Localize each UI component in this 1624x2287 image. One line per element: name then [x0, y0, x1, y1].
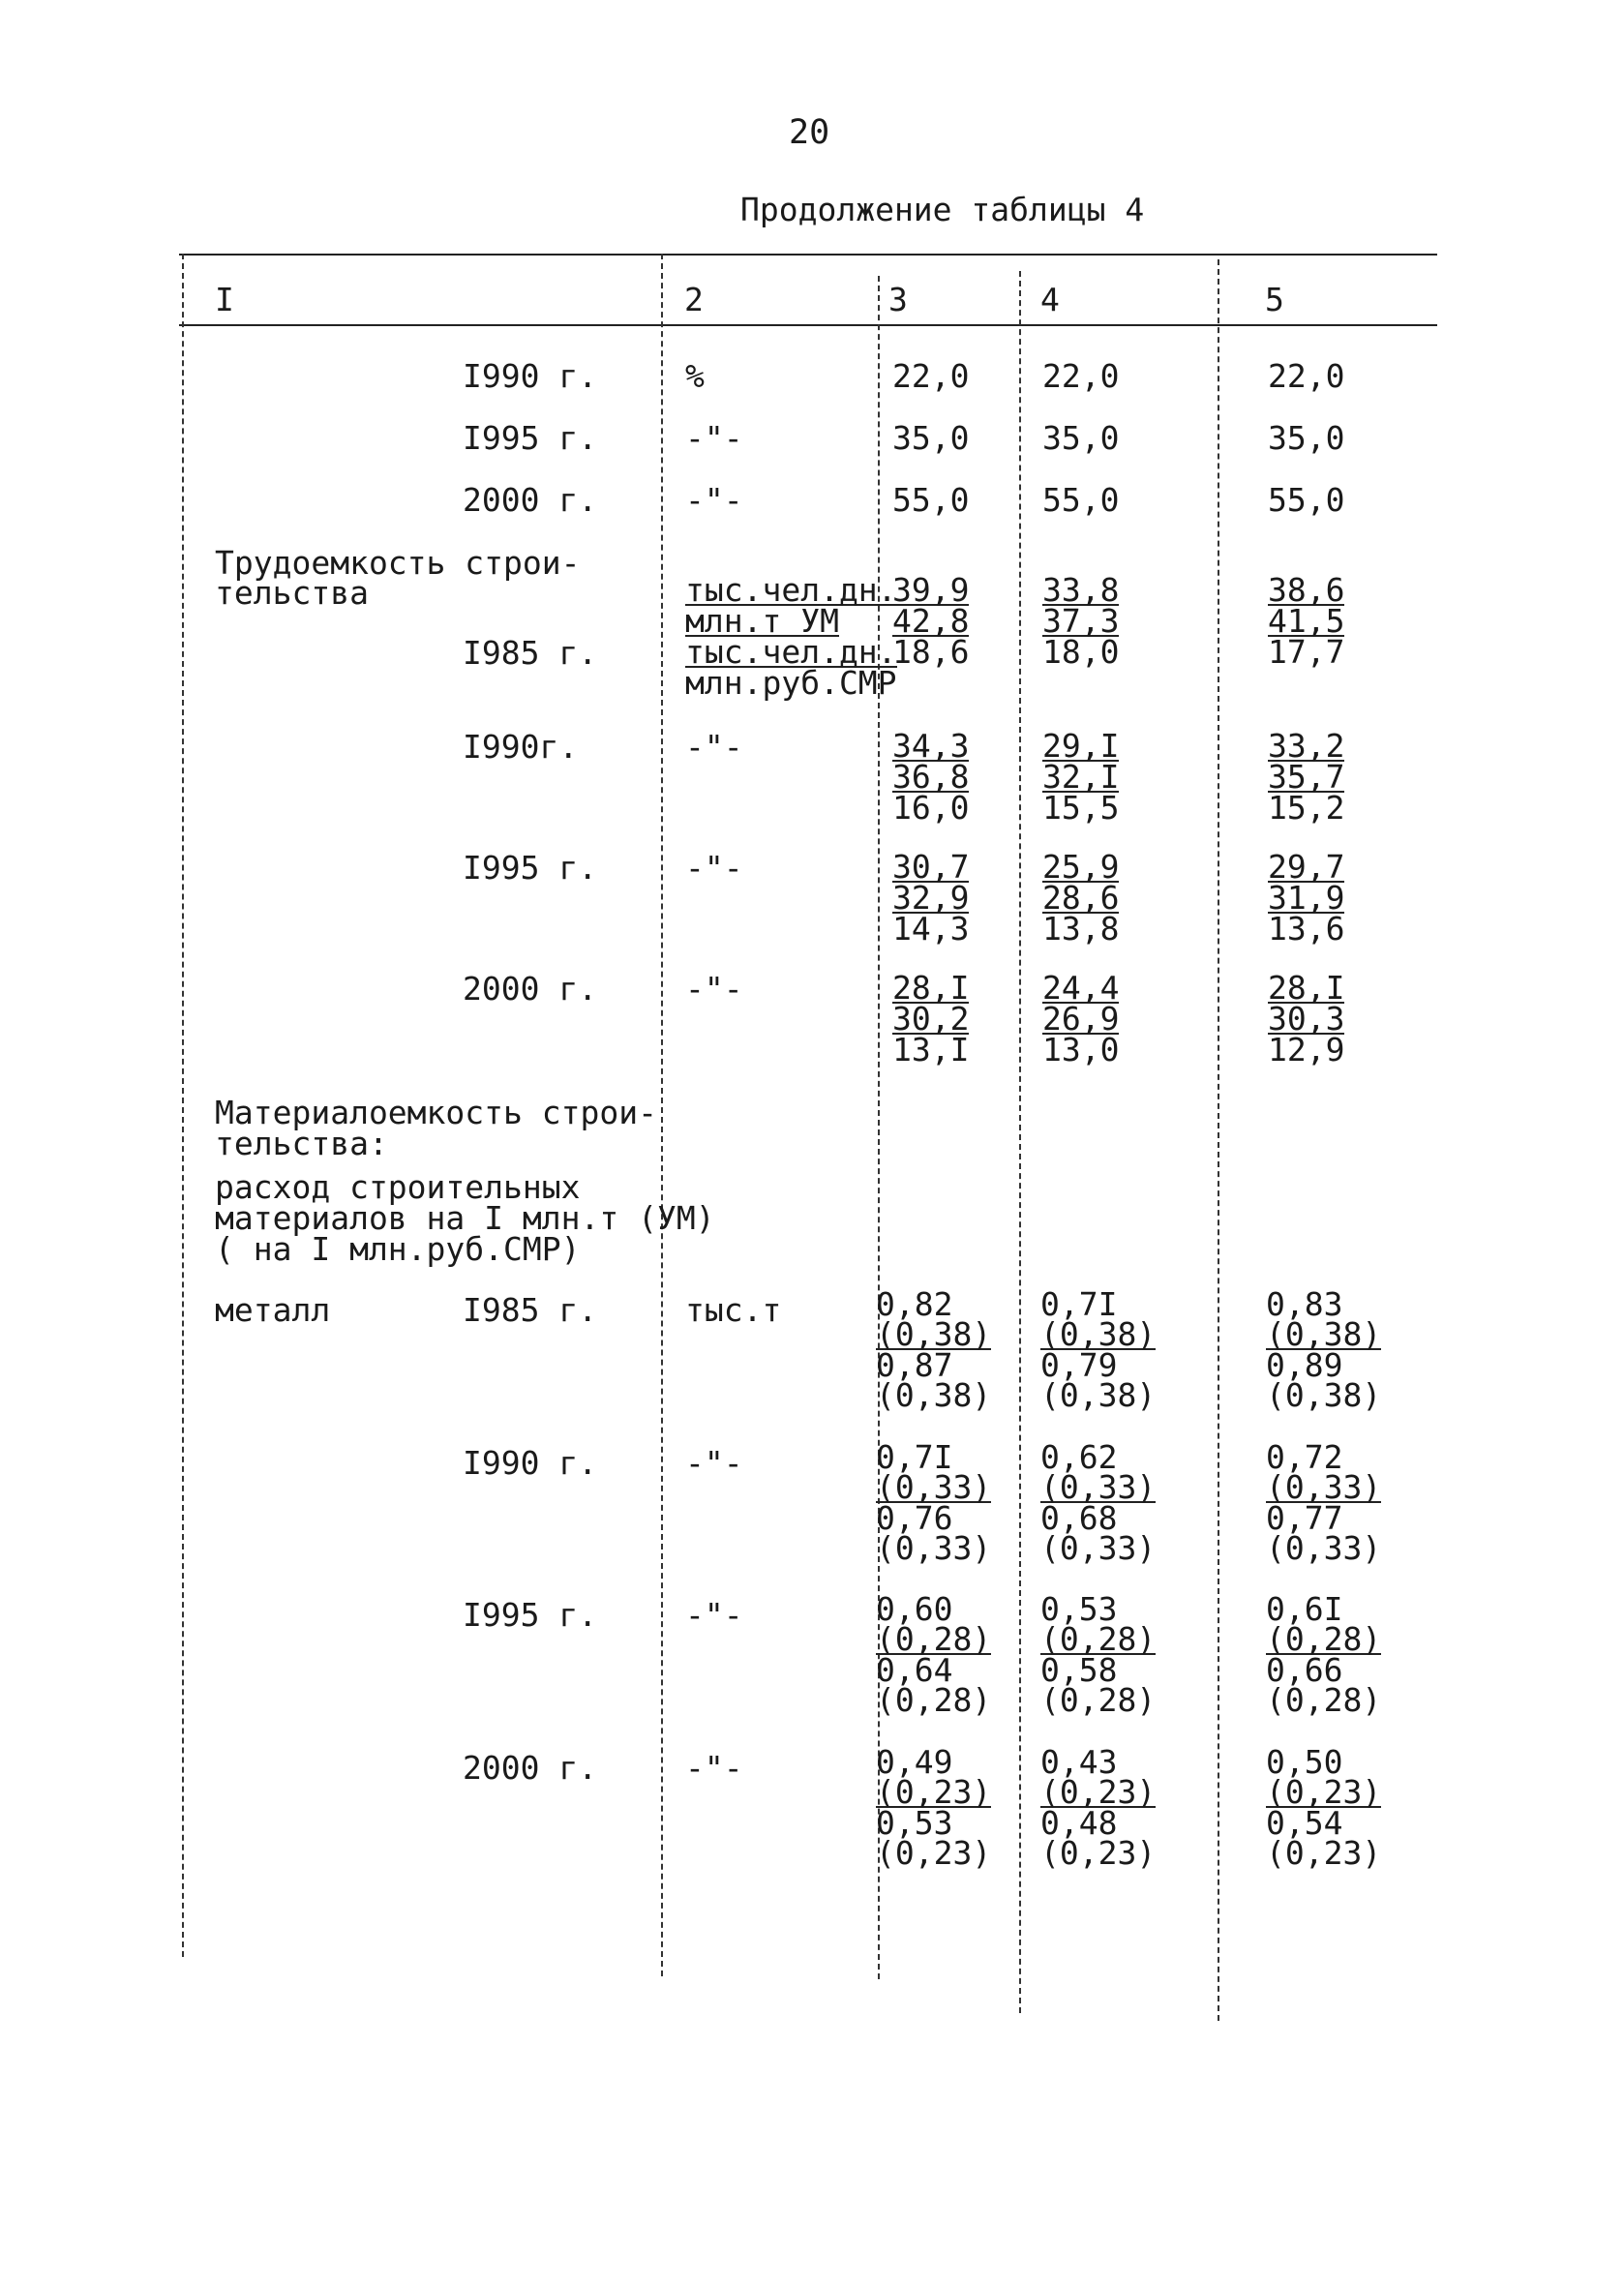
labor-row-4-col-5 — [1268, 969, 1345, 1068]
labor-row-2-col-5-value-1: 33,2 — [1268, 727, 1345, 765]
metal-row-4-col-3-value-2: (0,23) — [876, 1773, 992, 1811]
labor-row-2-col-3-value-1: 34,3 — [892, 727, 970, 765]
labor-unit-line-4: млн.руб.СМР — [685, 664, 897, 702]
header-col-5: 5 — [1265, 281, 1284, 318]
labor-row-1-col-4 — [1042, 571, 1120, 671]
metal-row-1-col-5-value-3: 0,89 — [1266, 1346, 1343, 1384]
metal-row-2-label: I990 г. — [463, 1444, 598, 1482]
labor-row-4-col-4 — [1042, 969, 1120, 1068]
percent-row-2-col-5: 35,0 — [1268, 419, 1345, 457]
metal-row-4-col-4-value-3: 0,48 — [1040, 1804, 1118, 1842]
labor-row-1-col-5 — [1268, 571, 1345, 671]
header-col-2: 2 — [684, 281, 704, 318]
metal-row-3-unit: -"- — [685, 1596, 743, 1634]
labor-unit-line-3: тыс.чел.дн. — [685, 633, 897, 671]
metal-row-1-col-3-value-1: 0,82 — [876, 1285, 953, 1323]
labor-row-3-col-5-value-3: 13,6 — [1268, 910, 1345, 948]
labor-row-4-col-3 — [892, 969, 970, 1068]
metal-row-2-col-3 — [876, 1438, 992, 1567]
labor-row-4-col-3-value-1: 28,I — [892, 969, 970, 1007]
labor-row-1-col-3 — [892, 571, 970, 671]
metal-row-1-col-4 — [1040, 1285, 1157, 1414]
percent-row-1-unit: % — [685, 357, 705, 395]
column-divider-4-5 — [1218, 259, 1219, 2021]
labor-row-1-col-5-value-2: 41,5 — [1268, 602, 1345, 640]
percent-row-3-unit: -"- — [685, 481, 743, 519]
table-caption: Продолжение таблицы 4 — [740, 191, 1145, 228]
percent-row-2-label: I995 г. — [463, 419, 598, 457]
labor-row-2-col-4-value-1: 29,I — [1042, 727, 1120, 765]
metal-row-3-col-3-value-4: (0,28) — [876, 1681, 992, 1719]
labor-row-4-col-5-value-1: 28,I — [1268, 969, 1345, 1007]
metal-row-1-col-5 — [1266, 1285, 1382, 1414]
labor-row-4-unit: -"- — [685, 970, 743, 1008]
metal-row-2-col-4-value-2: (0,33) — [1040, 1468, 1157, 1506]
labor-row-4-col-4-value-2: 26,9 — [1042, 1000, 1120, 1038]
labor-row-3-col-3-value-3: 14,3 — [892, 910, 970, 948]
labor-title-line-1: Трудоемкость строи- — [215, 544, 581, 582]
labor-row-1-col-4-value-3: 18,0 — [1042, 633, 1120, 671]
labor-row-1-col-3-value-2: 42,8 — [892, 602, 970, 640]
labor-row-1-col-4-value-2: 37,3 — [1042, 602, 1120, 640]
metal-row-2-col-5 — [1266, 1438, 1382, 1567]
metal-row-2-col-3-value-1: 0,7I — [876, 1438, 953, 1476]
metal-row-3-col-5-value-2: (0,28) — [1266, 1620, 1382, 1658]
metal-row-4-col-4-value-2: (0,23) — [1040, 1773, 1157, 1811]
labor-unit-line-1: тыс.чел.дн. — [685, 571, 897, 609]
metal-row-2-col-5-value-4: (0,33) — [1266, 1529, 1382, 1567]
labor-row-1-col-5-value-3: 17,7 — [1268, 633, 1345, 671]
labor-row-3-col-4-value-3: 13,8 — [1042, 910, 1120, 948]
metal-row-4-col-5-value-1: 0,50 — [1266, 1743, 1343, 1781]
metal-row-2-col-5-value-2: (0,33) — [1266, 1468, 1382, 1506]
metal-row-4-col-3 — [876, 1743, 992, 1872]
metal-row-1-col-3 — [876, 1285, 992, 1414]
material-title-line-2: тельства: — [215, 1125, 388, 1162]
header-bottom-border — [179, 324, 1437, 326]
labor-row-3-col-5-value-2: 31,9 — [1268, 879, 1345, 917]
metal-row-2-col-3-value-4: (0,33) — [876, 1529, 992, 1567]
labor-row-2-col-5 — [1268, 727, 1345, 827]
labor-row-4-col-3-value-3: 13,I — [892, 1031, 970, 1068]
labor-row-2-col-4-value-3: 15,5 — [1042, 789, 1120, 827]
metal-row-4-col-4-value-1: 0,43 — [1040, 1743, 1118, 1781]
labor-row-2-col-3-value-3: 16,0 — [892, 789, 970, 827]
percent-row-1-col-5: 22,0 — [1268, 357, 1345, 395]
metal-row-3-label: I995 г. — [463, 1596, 598, 1634]
metal-row-2-col-4-value-1: 0,62 — [1040, 1438, 1118, 1476]
labor-row-1-col-4-value-1: 33,8 — [1042, 571, 1120, 609]
header-col-4: 4 — [1040, 281, 1060, 318]
metal-row-2-col-5-value-3: 0,77 — [1266, 1499, 1343, 1537]
metal-row-1-col-5-value-1: 0,83 — [1266, 1285, 1343, 1323]
labor-row-2-unit: -"- — [685, 728, 743, 766]
labor-row-4-col-3-value-2: 30,2 — [892, 1000, 970, 1038]
metal-row-1-col-3-value-3: 0,87 — [876, 1346, 953, 1384]
metal-row-3-col-3-value-3: 0,64 — [876, 1651, 953, 1689]
metal-row-4-col-5-value-2: (0,23) — [1266, 1773, 1382, 1811]
labor-row-4-col-4-value-1: 24,4 — [1042, 969, 1120, 1007]
metal-row-2-unit: -"- — [685, 1444, 743, 1482]
labor-row-4-col-5-value-3: 12,9 — [1268, 1031, 1345, 1068]
material-sub-line-3: ( на I млн.руб.СМР) — [215, 1230, 581, 1268]
percent-row-1-col-3: 22,0 — [892, 357, 970, 395]
table-top-border — [179, 254, 1437, 256]
labor-row-1-col-3-value-1: 39,9 — [892, 571, 970, 609]
metal-row-1-col-4-value-3: 0,79 — [1040, 1346, 1118, 1384]
metal-row-1-col-4-value-1: 0,7I — [1040, 1285, 1118, 1323]
material-title-line-1: Материалоемкость строи- — [215, 1094, 657, 1131]
material-item-metal: металл — [215, 1291, 331, 1329]
labor-row-2-col-3 — [892, 727, 970, 827]
labor-row-3-col-5 — [1268, 848, 1345, 948]
labor-row-2-col-5-value-3: 15,2 — [1268, 789, 1345, 827]
column-divider-left-edge — [182, 254, 184, 1957]
metal-row-3-col-4-value-3: 0,58 — [1040, 1651, 1118, 1689]
metal-row-1-col-4-value-2: (0,38) — [1040, 1315, 1157, 1353]
percent-row-3-col-3: 55,0 — [892, 481, 970, 519]
column-divider-1-2 — [661, 254, 663, 1976]
header-col-1: I — [215, 281, 234, 318]
metal-row-3-col-4-value-2: (0,28) — [1040, 1620, 1157, 1658]
metal-row-3-col-3 — [876, 1590, 992, 1719]
labor-row-4-col-5-value-2: 30,3 — [1268, 1000, 1345, 1038]
metal-row-2-col-4-value-4: (0,33) — [1040, 1529, 1157, 1567]
percent-row-3-col-5: 55,0 — [1268, 481, 1345, 519]
labor-row-3-label: I995 г. — [463, 849, 598, 887]
percent-row-1-label: I990 г. — [463, 357, 598, 395]
labor-row-4-label: 2000 г. — [463, 970, 598, 1008]
labor-row-1-col-3-value-3: 18,6 — [892, 633, 970, 671]
percent-row-1-col-4: 22,0 — [1042, 357, 1120, 395]
metal-row-1-unit: тыс.т — [685, 1291, 782, 1329]
metal-row-4-label: 2000 г. — [463, 1749, 598, 1787]
labor-title-line-2: тельства — [215, 574, 369, 612]
metal-row-1-col-5-value-2: (0,38) — [1266, 1315, 1382, 1353]
labor-row-1-col-5-value-1: 38,6 — [1268, 571, 1345, 609]
page-number: 20 — [789, 113, 830, 152]
metal-row-3-col-3-value-2: (0,28) — [876, 1620, 992, 1658]
metal-row-3-col-5-value-1: 0,6I — [1266, 1590, 1343, 1628]
metal-row-4-col-4-value-4: (0,23) — [1040, 1834, 1157, 1872]
metal-row-4-col-5-value-3: 0,54 — [1266, 1804, 1343, 1842]
metal-row-4-col-3-value-1: 0,49 — [876, 1743, 953, 1781]
labor-row-3-col-4 — [1042, 848, 1120, 948]
column-divider-2-3 — [878, 276, 880, 1979]
metal-row-3-col-4-value-1: 0,53 — [1040, 1590, 1118, 1628]
header-col-3: 3 — [888, 281, 908, 318]
metal-row-1-col-4-value-4: (0,38) — [1040, 1376, 1157, 1414]
labor-row-4-col-4-value-3: 13,0 — [1042, 1031, 1120, 1068]
labor-row-3-col-3 — [892, 848, 970, 948]
metal-row-2-col-4 — [1040, 1438, 1157, 1567]
metal-row-1-col-3-value-4: (0,38) — [876, 1376, 992, 1414]
metal-row-4-col-4 — [1040, 1743, 1157, 1872]
labor-row-3-unit: -"- — [685, 849, 743, 887]
labor-row-3-col-4-value-1: 25,9 — [1042, 848, 1120, 886]
percent-row-3-col-4: 55,0 — [1042, 481, 1120, 519]
labor-row-2-col-5-value-2: 35,7 — [1268, 758, 1345, 796]
labor-row-2-label: I990г. — [463, 728, 579, 766]
material-sub-line-1: расход строительных — [215, 1168, 581, 1206]
labor-row-3-col-4-value-2: 28,6 — [1042, 879, 1120, 917]
labor-row-3-col-3-value-2: 32,9 — [892, 879, 970, 917]
metal-row-1-col-3-value-2: (0,38) — [876, 1315, 992, 1353]
metal-row-4-col-3-value-3: 0,53 — [876, 1804, 953, 1842]
metal-row-3-col-5-value-3: 0,66 — [1266, 1651, 1343, 1689]
labor-unit-stack — [685, 571, 897, 702]
column-divider-3-4 — [1019, 271, 1021, 2013]
percent-row-2-unit: -"- — [685, 419, 743, 457]
metal-row-1-col-5-value-4: (0,38) — [1266, 1376, 1382, 1414]
labor-row-2-col-4-value-2: 32,I — [1042, 758, 1120, 796]
percent-row-2-col-3: 35,0 — [892, 419, 970, 457]
labor-row-2-col-4 — [1042, 727, 1120, 827]
metal-row-3-col-3-value-1: 0,60 — [876, 1590, 953, 1628]
metal-row-4-unit: -"- — [685, 1749, 743, 1787]
material-sub-line-2: материалов на I млн.т (УМ) — [215, 1199, 715, 1237]
metal-row-4-col-5-value-4: (0,23) — [1266, 1834, 1382, 1872]
metal-row-3-col-4 — [1040, 1590, 1157, 1719]
percent-row-3-label: 2000 г. — [463, 481, 598, 519]
labor-row-2-col-3-value-2: 36,8 — [892, 758, 970, 796]
metal-row-2-col-5-value-1: 0,72 — [1266, 1438, 1343, 1476]
labor-unit-line-2: млн.т УМ — [685, 602, 839, 640]
metal-row-2-col-3-value-2: (0,33) — [876, 1468, 992, 1506]
metal-row-2-col-3-value-3: 0,76 — [876, 1499, 953, 1537]
labor-row-1-label: I985 г. — [463, 634, 598, 672]
metal-row-4-col-3-value-4: (0,23) — [876, 1834, 992, 1872]
percent-row-2-col-4: 35,0 — [1042, 419, 1120, 457]
labor-row-3-col-5-value-1: 29,7 — [1268, 848, 1345, 886]
metal-row-3-col-5 — [1266, 1590, 1382, 1719]
metal-row-1-label: I985 г. — [463, 1291, 598, 1329]
metal-row-2-col-4-value-3: 0,68 — [1040, 1499, 1118, 1537]
metal-row-3-col-5-value-4: (0,28) — [1266, 1681, 1382, 1719]
labor-row-3-col-3-value-1: 30,7 — [892, 848, 970, 886]
metal-row-4-col-5 — [1266, 1743, 1382, 1872]
metal-row-3-col-4-value-4: (0,28) — [1040, 1681, 1157, 1719]
